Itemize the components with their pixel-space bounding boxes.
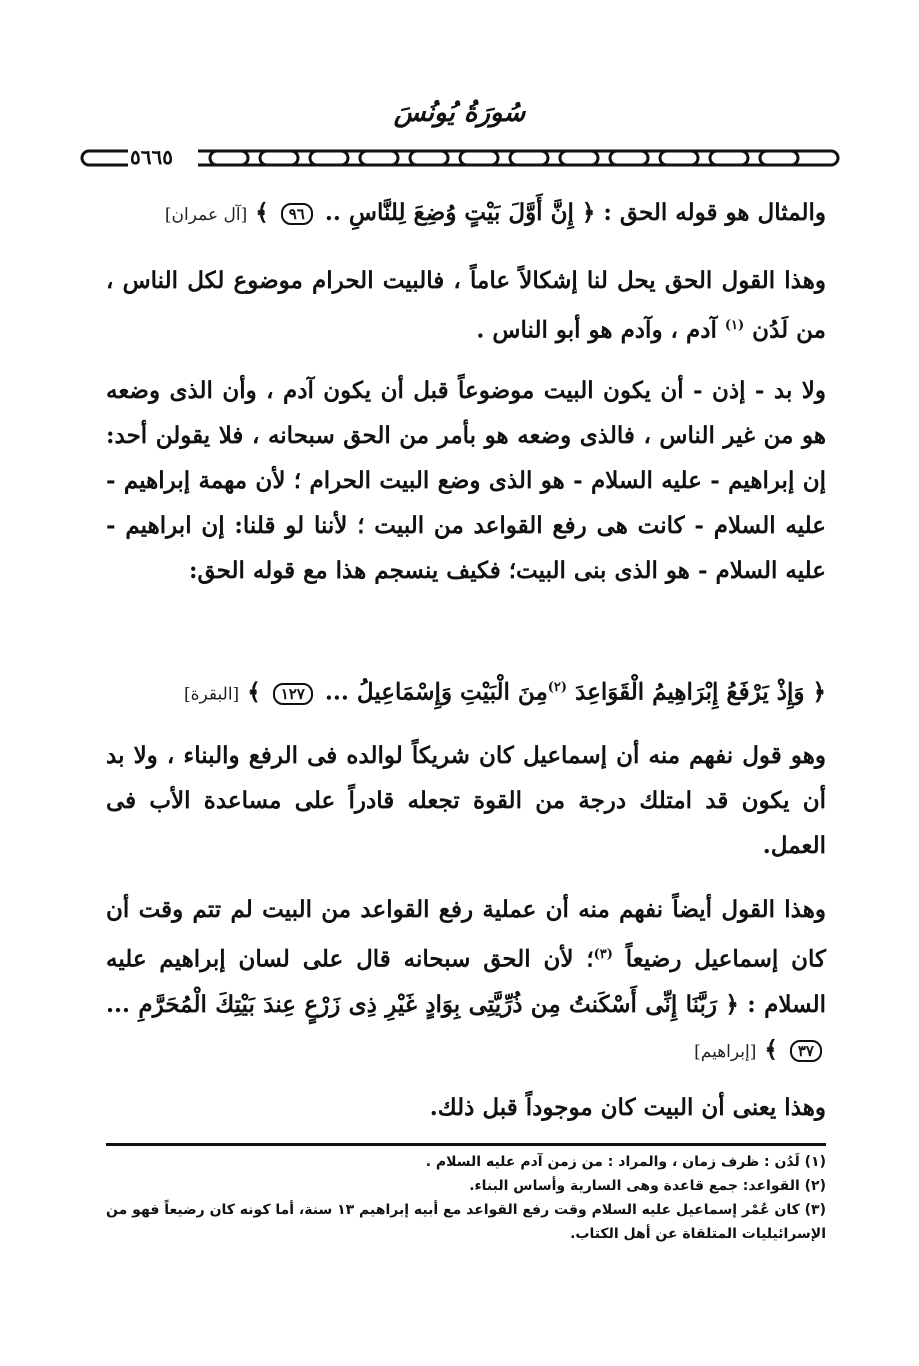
surah-title: سُورَةُ يُونُسَ xyxy=(393,98,526,128)
paragraph-1 xyxy=(106,190,826,238)
surah-reference-3: [إبراهيم] xyxy=(694,1041,757,1062)
paragraph-6-text-a: وهذا القول أيضاً نفهم منه أن عملية رفع القواعد من البيت لم تتم وقت أن كان إسماعيل رضيعاً xyxy=(106,896,826,973)
paragraph-2-block xyxy=(106,258,826,353)
paragraph-4-block xyxy=(106,665,826,718)
ayah-number-2: ١٢٧ xyxy=(273,683,313,705)
footnote-2: (٢) القواعد: جمع قاعدة وهى السارية وأساس البناء. xyxy=(469,1178,826,1194)
paragraph-6 xyxy=(106,887,826,1075)
footnote-marker-1: (١) xyxy=(724,318,745,333)
quran-verse-2a: ﴿ وَإِذْ يَرْفَعُ إِبْرَاهِيمُ الْقَوَاعِدَ xyxy=(567,678,826,706)
footnotes xyxy=(106,1150,826,1246)
paragraph-5-block xyxy=(106,733,826,868)
paragraph-4 xyxy=(106,665,826,718)
paragraph-2-text-a: وهذا القول الحق يحل لنا إشكالاً عاماً ، فالبيت الحرام موضوع لكل الناس ، من لَدُن xyxy=(106,267,826,344)
surah-reference-2: [البقرة] xyxy=(184,684,240,705)
footnote-3: (٣) كان عُمْر إسماعيل عليه السلام وقت رفع القواعد مع أبيه إبراهيم ١٣ سنة، أما كونه كان رضيعاً فهو من الإسرائيليات المتلقاة عن أهل الكتاب. xyxy=(106,1202,826,1242)
quran-verse-2b: مِنَ الْبَيْتِ وَإِسْمَاعِيلُ ... xyxy=(316,678,548,706)
footnote-marker-2: (٢) xyxy=(547,680,568,695)
paragraph-7-block xyxy=(106,1085,826,1130)
paragraph-6-text-b: ؛ لأن الحق سبحانه قال على لسان إبراهيم عليه السلام : xyxy=(106,945,826,1018)
footnote-marker-3: (٣) xyxy=(593,947,613,962)
surah-reference-1: [آل عمران] xyxy=(164,205,248,225)
page-number: ٥٦٦٥ xyxy=(130,145,173,169)
footnote-1: (١) لَدُن : ظرف زمان ، والمراد : من زمن آدم عليه السلام . xyxy=(425,1154,826,1170)
verse-close-2: ﴾ xyxy=(247,678,269,706)
paragraph-3: ولا بد - إذن - أن يكون البيت موضوعاً قبل أن يكون آدم ، وأن الذى وضعه هو من غير الناس ، فالذى وضعه هو بأمر من الحق سبحانه ، فلا يقولن أحد: إن إبراهيم - عليه السلام - هو الذى وضع البيت الحرام ؛ لأن مهمة إبراهيم - عليه السلام - كانت هى رفع القواعد من البيت ؛ لأننا لو قلنا: إن ابراهيم - عليه السلام - هو الذى بنى البيت؛ فكيف ينسجم هذا مع قوله الحق: xyxy=(106,377,826,584)
paragraph-1-intro: والمثال هو قوله الحق : xyxy=(603,199,826,226)
ayah-number-3: ٣٧ xyxy=(790,1040,822,1062)
footnote-divider xyxy=(106,1143,826,1146)
ornament-border xyxy=(80,146,840,170)
verse-close-1: ﴾ xyxy=(255,199,277,226)
paragraph-5: وهو قول نفهم منه أن إسماعيل كان شريكاً لوالده فى الرفع والبناء ، ولا بد أن يكون قد امتلك درجة من القوة تجعله قادراً على مساعدة الأب فى العمل. xyxy=(106,742,826,859)
main-text xyxy=(106,190,826,238)
verse-close-3: ﴾ xyxy=(764,1035,786,1063)
paragraph-6-block xyxy=(106,887,826,1075)
paragraph-2 xyxy=(106,258,826,353)
paragraph-2-text-b: آدم ، وآدم هو أبو الناس . xyxy=(476,316,725,344)
paragraph-3-block xyxy=(106,368,826,593)
quran-verse-1: ﴿ إِنَّ أَوَّلَ بَيْتٍ وُضِعَ لِلنَّاسِ .. xyxy=(316,199,596,226)
quran-verse-3: ﴿ رَبَّنَا إِنِّى أَسْكَنتُ مِن ذُرِّيَّتِى بِوَادٍ غَيْرِ ذِى زَرْعٍ عِندَ بَيْتِكَ الْمُحَرَّمِ ... xyxy=(106,990,739,1018)
paragraph-7: وهذا يعنى أن البيت كان موجوداً قبل ذلك. xyxy=(429,1094,826,1121)
ayah-number-1: ٩٦ xyxy=(281,203,313,225)
